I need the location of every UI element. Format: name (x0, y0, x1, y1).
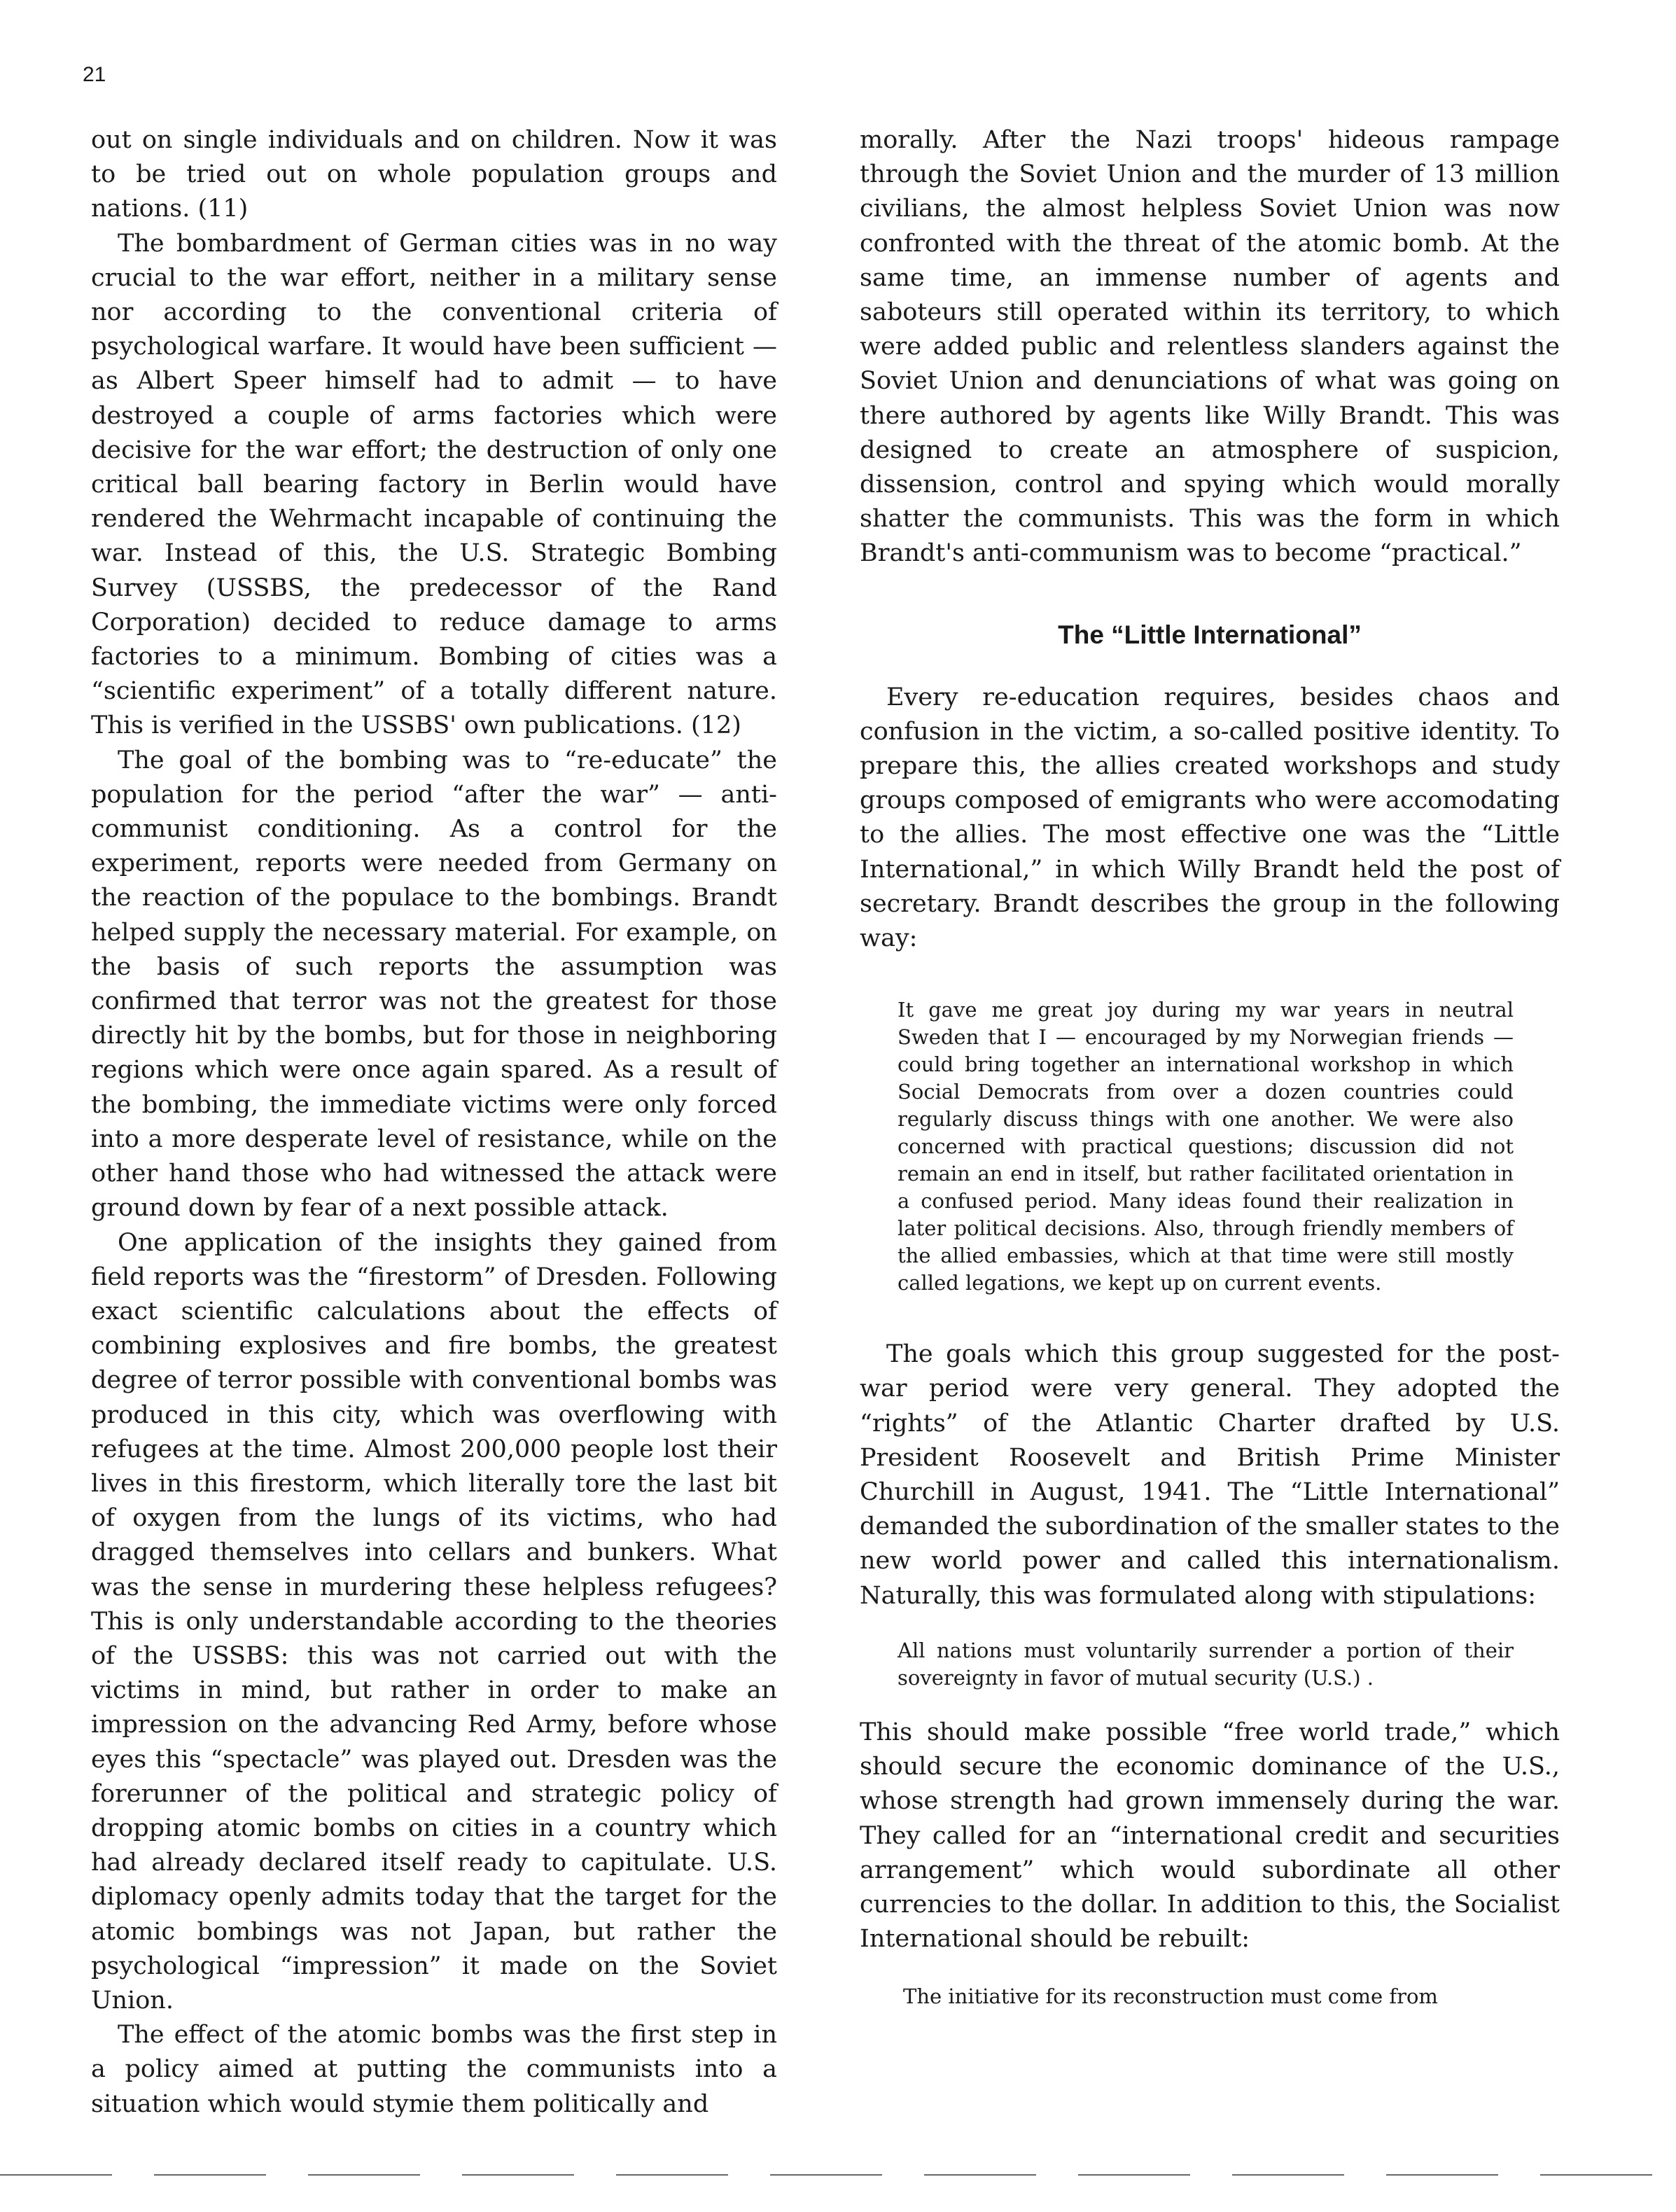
paragraph: Every re-education requires, besides chaos and confusion in the victim, a so-called positive identity. To prepare this, the allies created workshops and study groups composed of emigrants who were accomodating to the allies. The most effective one was the “Little International,” in which Willy Brandt held the post of secretary. Brandt describes the group in the following way: (860, 683, 1560, 953)
paragraph: This should make possible “free world trade,” which should secure the economic dominance of the U.S., whose strength had grown immensely during the war. They called for an “international credit and securities arrangement” which would subordinate all other currencies to the dollar. In addition to this, the Socialist International should be rebuilt: (860, 1718, 1560, 1954)
paragraph: The goal of the bombing was to “re-educate” the population for the period “after the war” — anti-communist conditioning. As a control for the experiment, reports were needed from Germany on the reaction of the populace to the bombings. Brandt helped supply the necessary material. For example, on the basis of such reports the assumption was confirmed that terror was not the greatest for those directly hit by the bombs, but for those in neighboring regions which were once again spared. As a result of the bombing, the immediate victims were only forced into a more desperate level of resistance, while on the other hand those who had witnessed the attack were ground down by fear of a next possible attack. (91, 746, 777, 1223)
block-quote: All nations must voluntarily surrender a portion of their sovereignty in favor of mutual security (U.S.) . (898, 1638, 1514, 1690)
section-heading: The “Little International” (1058, 620, 1362, 649)
paragraph: out on single individuals and on children. Now it was to be tried out on whole population groups and nations. (11) (91, 126, 777, 223)
paragraph: The goals which this group suggested for the post-war period were very general. They adopted the “rights” of the Atlantic Charter drafted by U.S. President Roosevelt and British Prime Minister Churchill in August, 1941. The “Little International” demanded the subordination of the smaller states to the new world power and called this internationalism. Naturally, this was formulated along with stipulations: (860, 1340, 1560, 1610)
page-number: 21 (83, 63, 106, 86)
paragraph: The bombardment of German cities was in no way crucial to the war effort, neither in a military sense nor according to the conventional criteria of psychological warfare. It would have been sufficient — as Albert Speer himself had to admit — to have destroyed a couple of arms factories which were decisive for the war effort; the destruction of only one critical ball bearing factory in Berlin would have rendered the Wehrmacht incapable of continuing the war. Instead of this, the U.S. Strategic Bombing Survey (USSBS, the predecessor of the Rand Corporation) decided to reduce damage to arms factories to a minimum. Bombing of cities was a “scientific experiment” of a totally different nature. This is verified in the USSBS' own publications. (12) (91, 229, 777, 740)
block-quote: The initiative for its reconstruction must come from (903, 1984, 1438, 2009)
paragraph: The effect of the atomic bombs was the first step in a policy aimed at putting the communists into a situation which would stymie them politically and (91, 2021, 777, 2118)
bottom-rule (0, 2174, 1676, 2176)
paragraph: morally. After the Nazi troops' hideous rampage through the Soviet Union and the murder of 13 million civilians, the almost helpless Soviet Union was now confronted with the threat of the atomic bomb. At the same time, an immense number of agents and saboteurs still operated within its territory, to which were added public and relentless slanders against the Soviet Union and denunciations of what was going on there authored by agents like Willy Brandt. This was designed to create an atmosphere of suspicion, dissension, control and spying which would morally shatter the communists. This was the form in which Brandt's anti-communism was to become “practical.” (860, 126, 1560, 568)
block-quote: It gave me great joy during my war years in neutral Sweden that I — encouraged by my Norwegian friends — could bring together an international workshop in which Social Democrats from over a dozen countries could regularly discuss things with one another. We were also concerned with practical questions; discussion did not remain an end in itself, but rather facilitated orientation in a confused period. Many ideas found their realization in later political decisions. Also, through friendly members of the allied embassies, which at that time were still mostly called legations, we kept up on current events. (898, 998, 1514, 1295)
paragraph: One application of the insights they gained from field reports was the “firestorm” of Dresden. Following exact scientific calculations about the effects of combining explosives and fire bombs, the greatest degree of terror possible with conventional bombs was produced in this city, which was overflowing with refugees at the time. Almost 200,000 people lost their lives in this firestorm, which literally tore the last bit of oxygen from the lungs of its victims, who had dragged themselves into cellars and bunkers. What was the sense in murdering these helpless refugees? This is only understandable according to the theories of the USSBS: this was not carried out with the victims in mind, but rather in order to make an impression on the advancing Red Army, before whose eyes this “spectacle” was played out. Dresden was the forerunner of the political and strategic policy of dropping atomic bombs on cities in a country which had already declared itself ready to capitulate. U.S. diplomacy openly admits today that the target for the atomic bombings was not Japan, but rather the psychological “impression” it made on the Soviet Union. (91, 1228, 777, 2015)
right-column (860, 123, 1560, 2010)
left-column (91, 123, 777, 2122)
